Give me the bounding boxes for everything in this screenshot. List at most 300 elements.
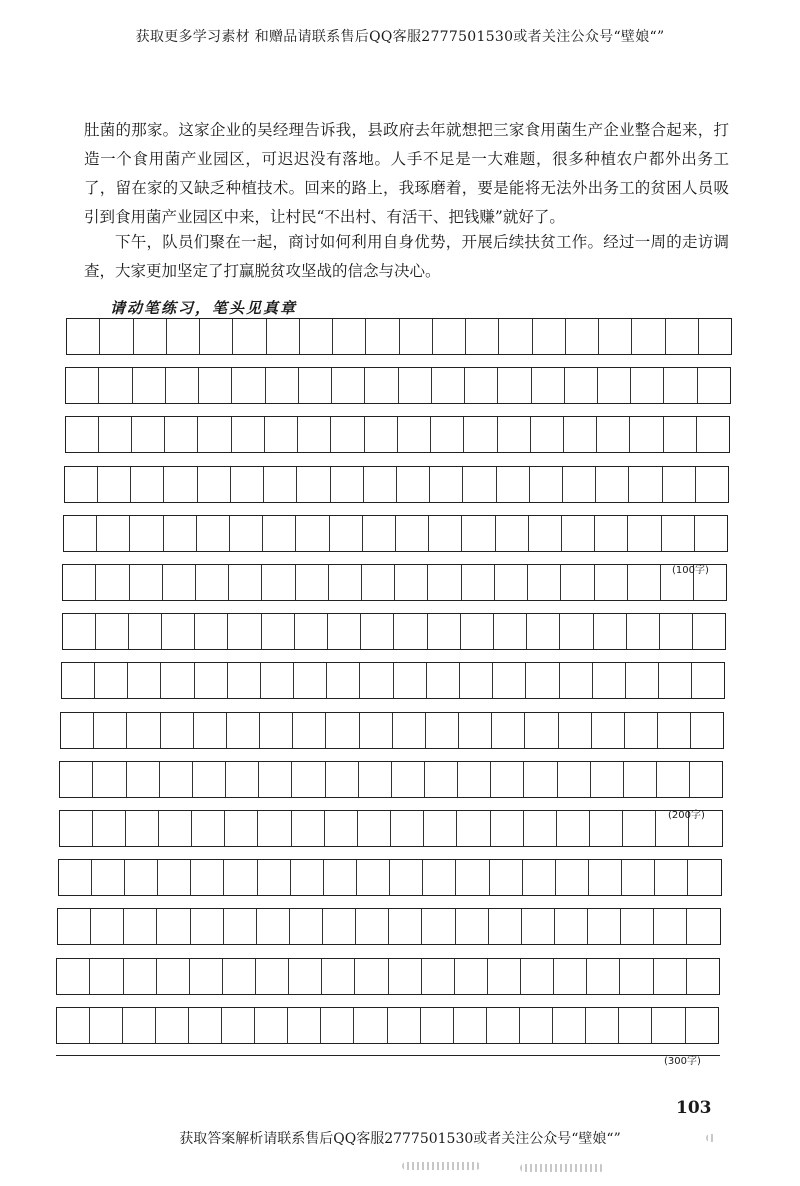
grid-cell	[228, 663, 261, 698]
grid-cell	[230, 516, 263, 551]
grid-cell	[66, 368, 99, 403]
grid-cell	[628, 516, 661, 551]
grid-cell	[357, 860, 390, 895]
grid-cell	[228, 614, 261, 649]
grid-cell	[258, 860, 291, 895]
grid-row	[66, 318, 732, 355]
grid-cell	[560, 663, 593, 698]
grid-cell	[521, 959, 554, 994]
grid-cell	[631, 368, 664, 403]
grid-cell	[130, 516, 163, 551]
page-footer-notice: 获取答案解析请联系售后QQ客服2777501530或者关注公众号“壁娘“”	[179, 1131, 621, 1147]
count-label-100: (100字)	[672, 565, 709, 576]
grid-cell	[690, 762, 722, 797]
grid-cell	[300, 319, 333, 354]
grid-cell	[63, 565, 96, 600]
grid-cell	[457, 811, 490, 846]
grid-cell	[560, 614, 593, 649]
grid-cell	[289, 959, 322, 994]
grid-cell	[165, 417, 198, 452]
grid-cell	[533, 319, 566, 354]
grid-cell	[331, 417, 364, 452]
grid-cell	[365, 417, 398, 452]
grid-cell	[622, 860, 655, 895]
grid-row	[59, 761, 723, 798]
grid-cell	[662, 516, 695, 551]
grid-cell	[131, 467, 164, 502]
grid-cell	[129, 614, 162, 649]
grid-cell	[158, 860, 191, 895]
grid-cell	[364, 467, 397, 502]
grid-cell	[628, 565, 661, 600]
grid-cell	[524, 811, 557, 846]
grid-cell	[328, 614, 361, 649]
grid-cell	[99, 417, 132, 452]
grid-cell	[591, 762, 624, 797]
grid-cell	[331, 467, 364, 502]
grid-cell	[297, 467, 330, 502]
grid-cell	[425, 762, 458, 797]
grid-cell	[157, 909, 190, 944]
grid-cell	[266, 368, 299, 403]
grid-cell	[458, 762, 491, 797]
grid-cell	[294, 663, 327, 698]
grid-cell	[296, 565, 329, 600]
grid-cell	[66, 417, 99, 452]
grid-cell	[632, 319, 665, 354]
grid-cell	[57, 1008, 90, 1043]
grid-cell	[421, 1008, 454, 1043]
grid-cell	[557, 811, 590, 846]
grid-cell	[264, 467, 297, 502]
grid-cell	[456, 860, 489, 895]
grid-cell	[60, 811, 93, 846]
grid-cell	[629, 467, 662, 502]
grid-cell	[157, 959, 190, 994]
grid-cell	[625, 713, 658, 748]
grid-cell	[532, 368, 565, 403]
grid-cell	[99, 368, 132, 403]
grid-cell	[498, 368, 531, 403]
grid-cell	[555, 909, 588, 944]
grid-cell	[366, 319, 399, 354]
grid-row	[56, 1007, 719, 1044]
grid-cell	[495, 565, 528, 600]
grid-cell	[291, 860, 324, 895]
grid-cell	[321, 1008, 354, 1043]
grid-cell	[424, 811, 457, 846]
grid-cell	[664, 417, 697, 452]
grid-cell	[195, 614, 228, 649]
grid-cell	[226, 762, 259, 797]
grid-cell	[293, 713, 326, 748]
grid-cell	[490, 860, 523, 895]
grid-cell	[596, 467, 629, 502]
practice-prompt: 请动笔练习，笔头见真章	[110, 299, 298, 317]
grid-cell	[91, 909, 124, 944]
grid-cell	[63, 614, 96, 649]
grid-row	[56, 958, 719, 995]
grid-cell	[360, 663, 393, 698]
grid-row	[57, 908, 721, 945]
grid-cell	[199, 368, 232, 403]
grid-cell	[256, 959, 289, 994]
grid-cell	[127, 713, 160, 748]
grid-cell	[464, 417, 497, 452]
grid-cell	[227, 713, 260, 748]
grid-cell	[594, 614, 627, 649]
grid-cell	[699, 319, 731, 354]
grid-cell	[59, 860, 92, 895]
grid-cell	[526, 663, 559, 698]
grid-cell	[427, 663, 460, 698]
count-label-300: (300字)	[664, 1056, 701, 1067]
grid-cell	[598, 368, 631, 403]
grid-cell	[292, 762, 325, 797]
grid-cell	[97, 516, 130, 551]
grid-cell	[624, 762, 657, 797]
page-header-notice: 获取更多学习素材 和赠品请联系售后QQ客服2777501530或者关注公众号“壁娘“”	[135, 29, 665, 45]
grid-cell	[257, 909, 290, 944]
grid-row	[64, 466, 729, 503]
grid-cell	[491, 762, 524, 797]
grid-cell	[655, 860, 688, 895]
grid-cell	[459, 713, 492, 748]
grid-cell	[267, 319, 300, 354]
grid-cell	[195, 663, 228, 698]
grid-cell	[362, 565, 395, 600]
grid-cell	[61, 713, 94, 748]
grid-cell	[231, 467, 264, 502]
grid-cell	[620, 959, 653, 994]
grid-cell	[595, 565, 628, 600]
grid-cell	[327, 663, 360, 698]
grid-cell	[664, 368, 697, 403]
grid-cell	[93, 811, 126, 846]
grid-cell	[562, 516, 595, 551]
grid-cell	[394, 663, 427, 698]
grid-cell	[93, 762, 126, 797]
grid-cell	[692, 663, 724, 698]
grid-cell	[98, 467, 131, 502]
grid-cell	[389, 909, 422, 944]
grid-cell	[566, 319, 599, 354]
grid-cell	[531, 417, 564, 452]
grid-cell	[460, 663, 493, 698]
grid-cell	[391, 811, 424, 846]
grid-cell	[395, 565, 428, 600]
grid-cell	[428, 565, 461, 600]
grid-cell	[123, 1008, 156, 1043]
grid-cell	[324, 860, 357, 895]
grid-cell	[65, 467, 98, 502]
grid-cell	[619, 1008, 652, 1043]
grid-cell	[499, 319, 532, 354]
grid-cell	[322, 959, 355, 994]
grid-cell	[161, 663, 194, 698]
grid-cell	[593, 663, 626, 698]
grid-cell	[691, 713, 723, 748]
grid-cell	[465, 368, 498, 403]
grid-cell	[197, 516, 230, 551]
grid-cell	[125, 860, 158, 895]
grid-cell	[623, 811, 656, 846]
grid-cell	[94, 713, 127, 748]
grid-cell	[162, 614, 195, 649]
grid-cell	[455, 959, 488, 994]
grid-cell	[128, 663, 161, 698]
grid-cell	[329, 565, 362, 600]
grid-row	[62, 564, 727, 601]
body-paragraph-1: 肚菌的那家。这家企业的吴经理告诉我，县政府去年就想把三家食用菌生产企业整合起来，打造一个食用菌产业园区，可迟迟没有落地。人手不足是一大难题，很多种植农户都外出务工了，留在家的又缺乏种植技术。回来的路上，我琢磨着，要是能将无法外出务工的贫困人员吸引到食用菌产业园区中来，让村民“不出村、有活干、把钱赚”就好了。	[84, 121, 729, 226]
grid-cell	[191, 909, 224, 944]
grid-cell	[90, 1008, 123, 1043]
grid-cell	[124, 909, 157, 944]
grid-cell	[523, 860, 556, 895]
grid-cell	[626, 663, 659, 698]
grid-cell	[528, 565, 561, 600]
grid-cell	[232, 417, 265, 452]
grid-cell	[159, 811, 192, 846]
grid-cell	[686, 1008, 718, 1043]
grid-cell	[422, 909, 455, 944]
grid-cell	[192, 811, 225, 846]
grid-cell	[222, 1008, 255, 1043]
grid-cell	[100, 319, 133, 354]
grid-cell	[60, 762, 93, 797]
grid-cell	[687, 959, 719, 994]
grid-row	[63, 515, 728, 552]
grid-cell	[95, 663, 128, 698]
grid-cell	[432, 368, 465, 403]
grid-cell	[666, 319, 699, 354]
grid-cell	[156, 1008, 189, 1043]
grid-cell	[229, 565, 262, 600]
grid-cell	[67, 319, 100, 354]
body-paragraph-2: 下午，队员们聚在一起，商讨如何利用自身优势，开展后续扶贫工作。经过一周的走访调查，大家更加坚定了打赢脱贫攻坚战的信念与决心。	[84, 233, 729, 280]
grid-cell	[558, 762, 591, 797]
grid-cell	[698, 368, 730, 403]
grid-cell	[588, 909, 621, 944]
grid-cell	[193, 762, 226, 797]
grid-cell	[599, 319, 632, 354]
grid-cell	[454, 1008, 487, 1043]
grid-cell	[295, 614, 328, 649]
grid-cell	[527, 614, 560, 649]
grid-cell	[299, 368, 332, 403]
grid-cell	[361, 614, 394, 649]
grid-cell	[261, 663, 294, 698]
grid-cell	[194, 713, 227, 748]
grid-row	[61, 662, 726, 699]
grid-cell	[233, 319, 266, 354]
grid-cell	[688, 860, 720, 895]
grid-cell	[124, 959, 157, 994]
grid-row	[62, 613, 727, 650]
grid-cell	[621, 909, 654, 944]
grid-cell	[388, 1008, 421, 1043]
grid-cell	[431, 417, 464, 452]
grid-cell	[654, 959, 687, 994]
grid-cell	[522, 909, 555, 944]
grid-cell	[360, 713, 393, 748]
grid-row	[60, 712, 724, 749]
grid-cell	[559, 713, 592, 748]
grid-cell	[597, 417, 630, 452]
grid-cell	[433, 319, 466, 354]
grid-cell	[166, 368, 199, 403]
grid-cell	[164, 467, 197, 502]
grid-cell	[696, 467, 728, 502]
grid-cell	[330, 516, 363, 551]
grid-cell	[429, 516, 462, 551]
grid-cell	[695, 516, 727, 551]
grid-cell	[530, 467, 563, 502]
scan-smudge	[520, 1164, 604, 1172]
grid-cell	[462, 565, 495, 600]
grid-cell	[265, 417, 298, 452]
grid-cell	[358, 811, 391, 846]
grid-cell	[363, 516, 396, 551]
grid-cell	[423, 860, 456, 895]
grid-cell	[592, 713, 625, 748]
grid-cell	[263, 516, 296, 551]
grid-cell	[630, 417, 663, 452]
grid-cell	[393, 713, 426, 748]
grid-cell	[422, 959, 455, 994]
grid-cell	[58, 909, 91, 944]
grid-cell	[260, 713, 293, 748]
grid-cell	[392, 762, 425, 797]
grid-cell	[332, 368, 365, 403]
grid-cell	[262, 614, 295, 649]
grid-cell	[365, 368, 398, 403]
grid-cell	[556, 860, 589, 895]
grid-cell	[525, 713, 558, 748]
grid-cell	[529, 516, 562, 551]
grid-cell	[196, 565, 229, 600]
grid-cell	[687, 909, 719, 944]
grid-row	[59, 810, 723, 847]
grid-cell	[498, 417, 531, 452]
count-label-200: (200字)	[668, 810, 705, 821]
grid-cell	[399, 368, 432, 403]
grid-cell	[356, 909, 389, 944]
grid-cell	[462, 516, 495, 551]
grid-cell	[659, 663, 692, 698]
grid-cell	[326, 762, 359, 797]
grid-cell	[296, 516, 329, 551]
grid-cell	[396, 516, 429, 551]
grid-cell	[163, 565, 196, 600]
grid-cell	[590, 811, 623, 846]
grid-cell	[127, 762, 160, 797]
grid-cell	[96, 614, 129, 649]
grid-cell	[491, 811, 524, 846]
grid-cell	[224, 860, 257, 895]
grid-cell	[426, 713, 459, 748]
grid-cell	[658, 713, 691, 748]
grid-cell	[400, 319, 433, 354]
grid-cell	[397, 467, 430, 502]
bottom-rule	[56, 1055, 720, 1056]
grid-cell	[394, 614, 427, 649]
grid-cell	[198, 467, 231, 502]
grid-cell	[586, 1008, 619, 1043]
grid-cell	[494, 614, 527, 649]
grid-cell	[298, 417, 331, 452]
grid-cell	[355, 959, 388, 994]
grid-cell	[333, 319, 366, 354]
grid-cell	[359, 762, 392, 797]
grid-cell	[398, 417, 431, 452]
grid-cell	[390, 860, 423, 895]
grid-cell	[520, 1008, 553, 1043]
grid-cell	[652, 1008, 685, 1043]
grid-cell	[130, 565, 163, 600]
page-number: 103	[676, 1098, 712, 1118]
grid-cell	[190, 959, 223, 994]
grid-cell	[161, 713, 194, 748]
grid-row	[65, 416, 731, 453]
grid-cell	[697, 417, 729, 452]
grid-cell	[96, 565, 129, 600]
grid-cell	[463, 467, 496, 502]
grid-cell	[354, 1008, 387, 1043]
grid-cell	[497, 467, 530, 502]
grid-cell	[654, 909, 687, 944]
grid-cell	[663, 467, 696, 502]
grid-cell	[488, 959, 521, 994]
grid-cell	[292, 811, 325, 846]
scan-smudge	[402, 1162, 480, 1170]
grid-cell	[456, 909, 489, 944]
grid-cell	[430, 467, 463, 502]
grid-cell	[160, 762, 193, 797]
grid-cell	[191, 860, 224, 895]
grid-cell	[466, 319, 499, 354]
grid-cell	[493, 663, 526, 698]
grid-cell	[164, 516, 197, 551]
grid-cell	[288, 1008, 321, 1043]
grid-cell	[262, 565, 295, 600]
grid-cell	[255, 1008, 288, 1043]
grid-cell	[189, 1008, 222, 1043]
grid-cell	[657, 762, 690, 797]
grid-cell	[561, 565, 594, 600]
grid-cell	[200, 319, 233, 354]
grid-cell	[563, 467, 596, 502]
grid-cell	[224, 909, 257, 944]
grid-cell	[90, 959, 123, 994]
grid-cell	[258, 811, 291, 846]
grid-cell	[461, 614, 494, 649]
grid-cell	[232, 368, 265, 403]
grid-cell	[660, 614, 693, 649]
grid-cell	[259, 762, 292, 797]
grid-cell	[587, 959, 620, 994]
grid-cell	[134, 319, 167, 354]
grid-cell	[223, 959, 256, 994]
grid-row	[58, 859, 722, 896]
grid-cell	[325, 811, 358, 846]
grid-cell	[565, 368, 598, 403]
grid-cell	[428, 614, 461, 649]
grid-cell	[595, 516, 628, 551]
grid-row	[65, 367, 731, 404]
grid-cell	[62, 663, 95, 698]
grid-cell	[198, 417, 231, 452]
